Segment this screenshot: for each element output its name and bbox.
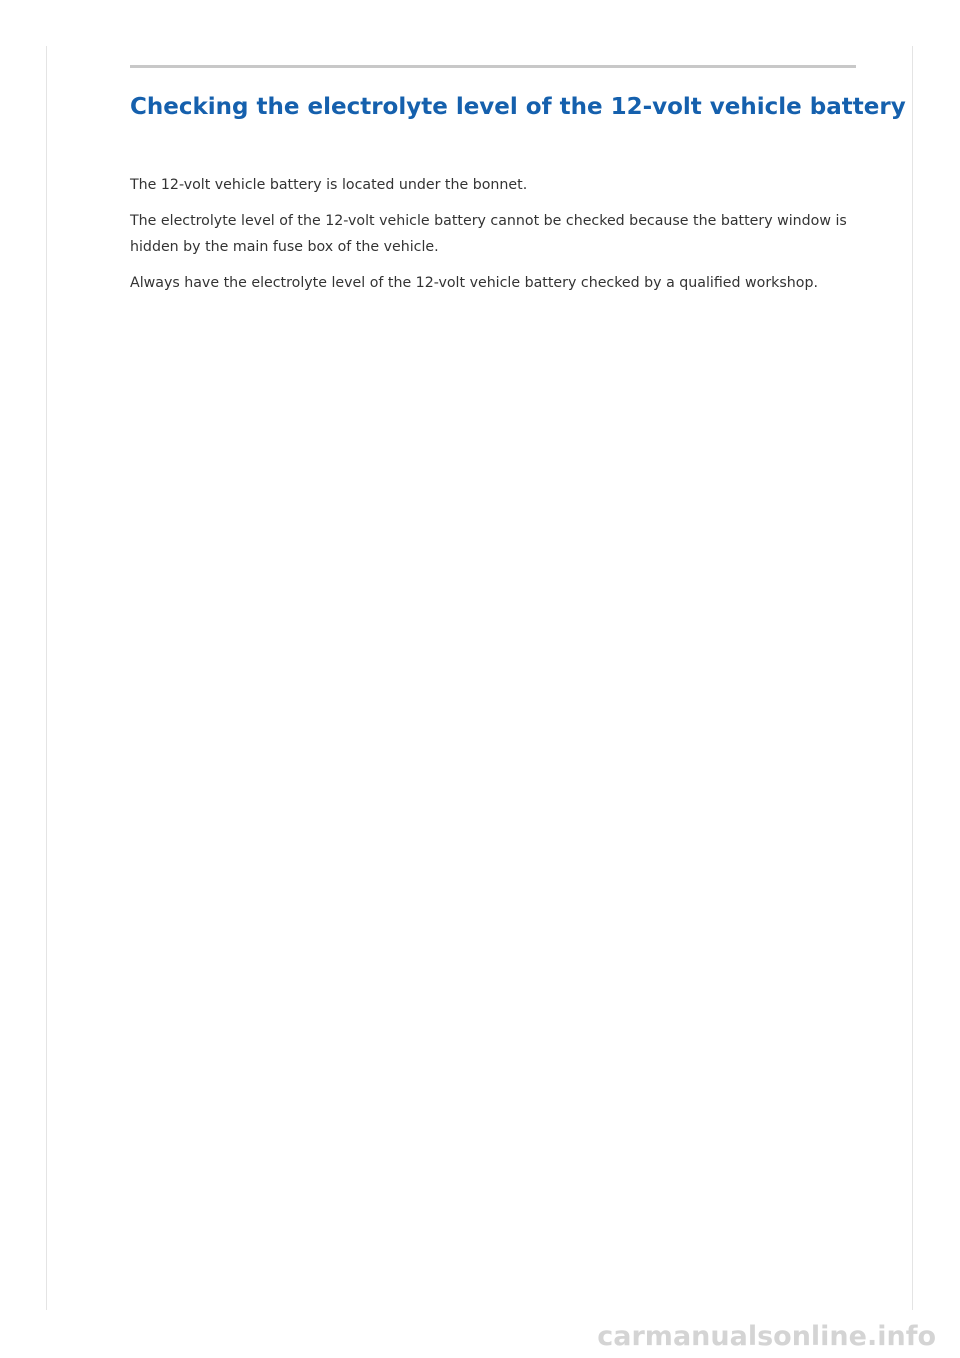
header-rule: [130, 65, 856, 68]
section-title: Checking the electrolyte level of the 12-volt vehicle battery: [130, 94, 906, 120]
body-text: [130, 172, 870, 296]
paragraph-workshop-advice: Always have the electrolyte level of the 12-volt vehicle battery checked by a qualified workshop.: [130, 275, 818, 291]
page-border-right: [912, 46, 913, 1310]
page-border-left: [46, 46, 47, 1310]
watermark-text: carmanualsonline.info: [597, 1321, 936, 1352]
paragraph-electrolyte-check: The electrolyte level of the 12-volt vehicle battery cannot be checked because the battery window is hidden by the main fuse box of the vehicle.: [130, 213, 847, 255]
document-content: [130, 88, 906, 306]
paragraph-battery-location: The 12-volt vehicle battery is located under the bonnet.: [130, 177, 528, 193]
